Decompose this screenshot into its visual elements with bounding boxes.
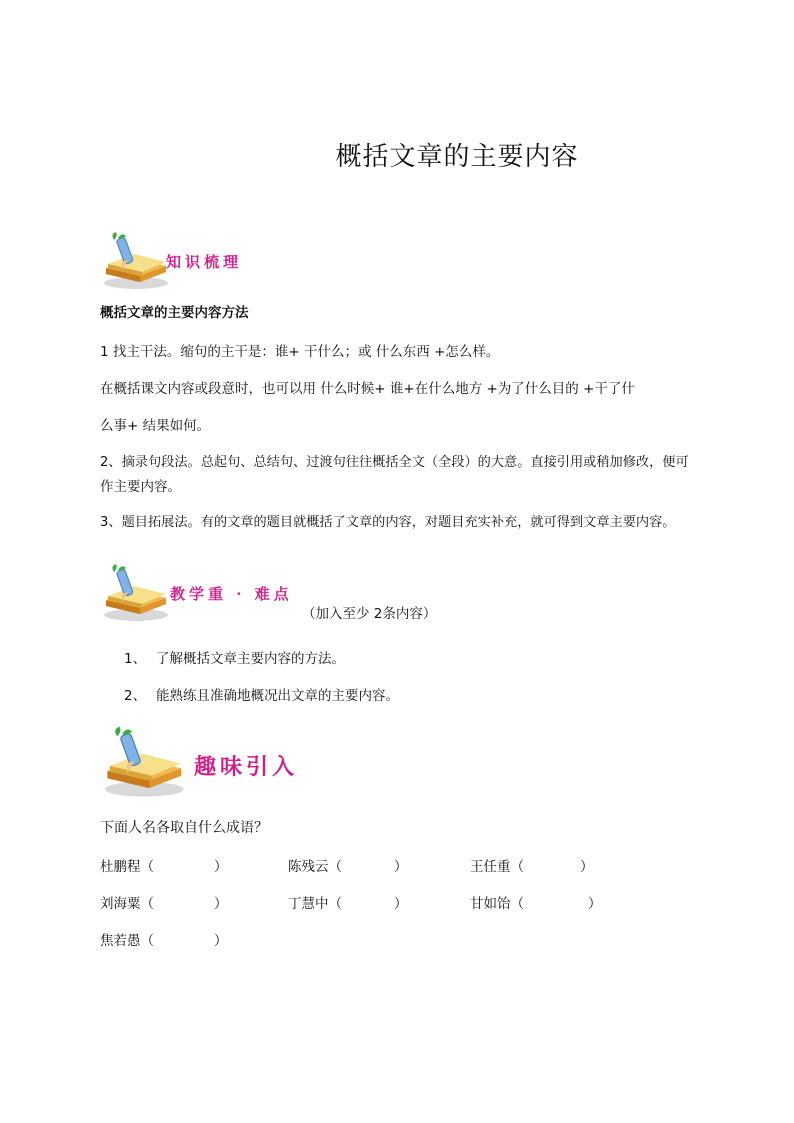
list-item-number: 2、 <box>124 688 147 704</box>
name-blank-item: 刘海粟（ ） <box>100 896 228 912</box>
name-blank-item: 王任重（ ） <box>470 859 594 875</box>
name-blank-item: 焦若愚（ ） <box>100 933 228 949</box>
paragraph-2b: 么事+ 结果如何。 <box>100 418 211 434</box>
section-note: （加入至少 2条内容） <box>302 606 437 622</box>
paragraph-3b: 作主要内容。 <box>100 479 181 495</box>
section-heading-knowledge: 知识梳理 <box>166 253 243 271</box>
paragraph-2a: 在概括课文内容或段意时，也可以用 什么时候+ 谁+在什么地方 +为了什么目的 +干了什 <box>100 381 635 397</box>
list-item: 了解概括文章主要内容的方法。 <box>156 651 345 667</box>
list-item-number: 1、 <box>124 651 147 667</box>
list-item: 能熟练且准确地概况出文章的主要内容。 <box>156 688 399 704</box>
name-blank-item: 陈残云（ ） <box>288 859 408 875</box>
name-blank-item: 丁慧中（ ） <box>288 896 408 912</box>
book-pen-icon <box>100 722 186 800</box>
section-heading-intro: 趣味引入 <box>194 754 299 780</box>
subheading: 概括文章的主要内容方法 <box>100 305 249 321</box>
paragraph-3a: 2、摘录句段法。总起句、总结句、过渡句往往概括全文（全段）的大意。直接引用或稍加修改，便可 <box>100 455 689 470</box>
name-blank-item: 甘如饴（ ） <box>470 896 602 912</box>
book-pen-icon <box>100 230 170 290</box>
section-heading-key-points: 教学重 · 难点 <box>170 585 293 603</box>
question-text: 下面人名各取自什么成语？ <box>100 820 268 836</box>
book-pen-icon <box>100 562 170 622</box>
page-title: 概括文章的主要内容 <box>335 142 579 172</box>
paragraph-4: 3、题目拓展法。有的文章的题目就概括了文章的内容，对题目充实补充，就可得到文章主要内容。 <box>100 515 676 530</box>
name-blank-item: 杜鹏程（ ） <box>100 859 228 875</box>
paragraph-1: 1 找主干法。缩句的主干是：谁+ 干什么；或 什么东西 +怎么样。 <box>100 344 500 360</box>
